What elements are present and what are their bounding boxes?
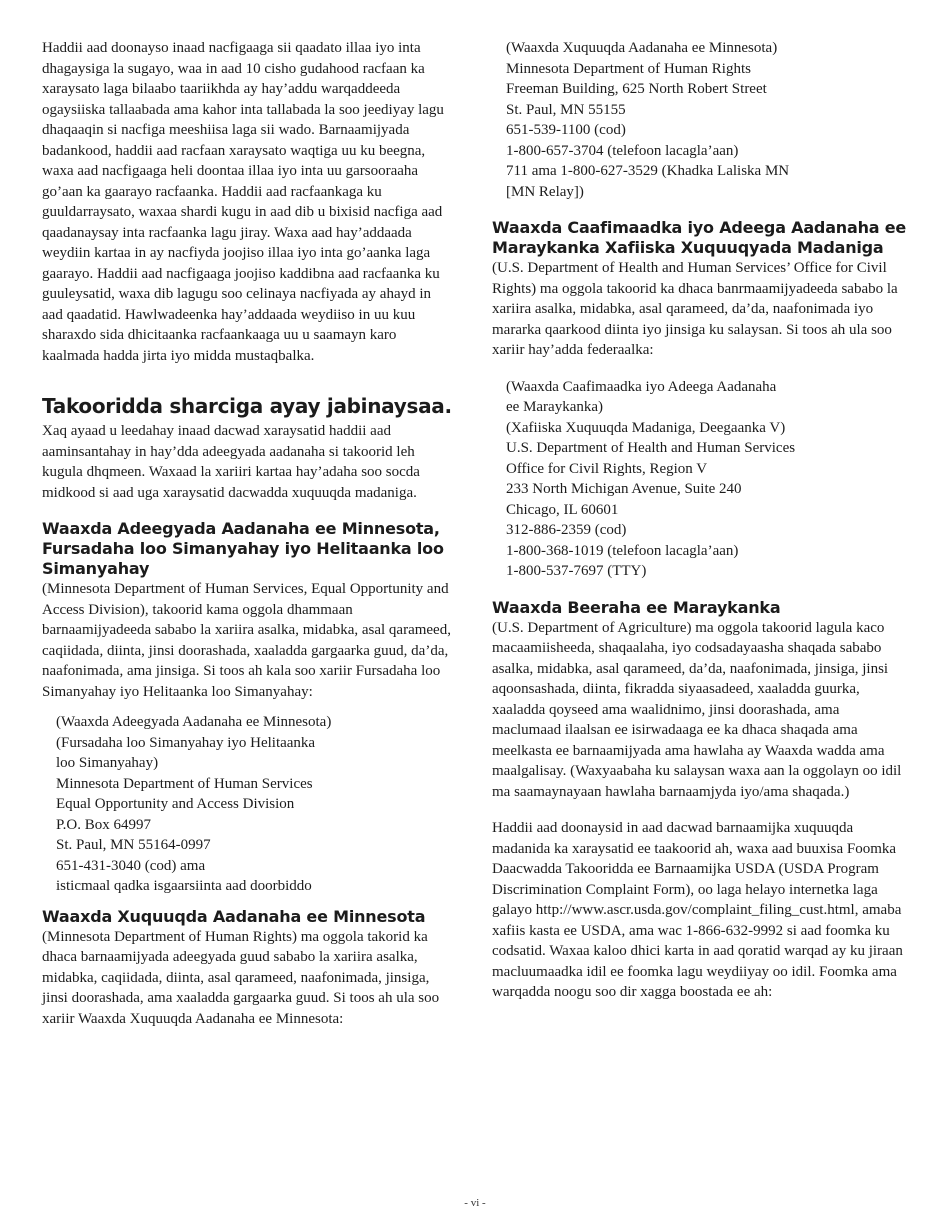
- mdhr-body: (Minnesota Department of Human Rights) ma oggola takorid ka dhaca barnaamijyada adeegyada guud sababo la xariira asalka, midabka, caqiidada, diinta, asal qarameed, naafonimada, jinsiga, jinsi doorashada, ama xaaladda gargaarka guud. Si toos ah ula soo xariir Waaxda Xuquuqda Aadanaha ee Minnesota:: [42, 928, 440, 1027]
- section-intro-paragraph: Xaq ayaad u leedahay inaad dacwad xaraysatid haddii aad aaminsantahay in hay’dda adeegyada aadanaha si takoorid leh kugula dhqmeen. Waxaad la xariiri kartaa hay’adaha soo socda midkood si aad uga xaraysatid dacwadda xuquuqda madaniga.: [42, 423, 420, 501]
- mdhr-address: (Waaxda Xuquuqda Aadanaha ee Minnesota) Minnesota Department of Human Rights Freeman Building, 625 North Robert Street St. Paul, MN 55155 651-539-1100 (cod) 1-800-657-3704 (telefoon lacagla’aan) 711 ama 1-800-627-3529 (Khadka Laliska MN [MN Relay]): [506, 40, 790, 200]
- usda-heading: Waaxda Beeraha ee Maraykanka: [492, 597, 781, 617]
- page-number: - vi -: [464, 1197, 486, 1209]
- dhs-heading: Waaxda Adeegyada Aadanaha ee Minnesota, Fursadaha loo Simanyahay iyo Helitaanka loo Simanyahay: [42, 519, 444, 578]
- usda-body: (U.S. Department of Agriculture) ma oggola takoorid lagula kaco macaamiisheeda, shaqaalaha, iyo codsadayaasha shaqada sababo asalka, midabka, asal qarameed, da’da, naafonimada, jinsiga, jinsi aqoonsashada, diinta, fikradda siyaasadeed, xaaladda guurka, xaaladda qoyseed ama waalidnimo, jinsi doorashada, ama maclumaad ilaalsan ee isirwadaaga ee ka dhaca shaqada ama meelkasta ee barnaamijyada ama hawlaha ay Waaxda wadda ama maalgalisay. (Waxyaabaha ku salaysan waxa aan la oggolayn oo idil ma saamaynayaan hawlaha barnaamjyda iyo/ama shaqada.): [492, 619, 902, 800]
- hhs-body: (U.S. Department of Health and Human Services’ Office for Civil Rights) ma oggola takoorid ka dhaca banrmaamijyadeeda sababo la xariira asalka, midabka, asal qarameed, da’da, naafonimada iyo mararka qaarkood diinta iyo jinsiga ku salaysan. Si toos ah ula soo xariir hay’adda federaalka:: [492, 260, 898, 358]
- hhs-address: (Waaxda Caafimaadka iyo Adeega Aadanaha ee Maraykanka) (Xafiiska Xuquuqda Madaniga, Deegaanka V) U.S. Department of Health and Human Services Office for Civil Rights, Region V 233 North Michigan Avenue, Suite 240 Chicago, IL 60601 312-886-2359 (cod) 1-800-368-1019 (telefoon lacagla’aan) 1-800-537-7697 (TTY): [506, 378, 796, 579]
- dhs-address: (Waaxda Adeegyada Aadanaha ee Minnesota) (Fursadaha loo Simanyahay iyo Helitaanka loo Simanyahay) Minnesota Department of Human Services Equal Opportunity and Access Division P.O. Box 64997 St. Paul, MN 55164-0997 651-431-3040 (cod) ama isticmaal qadka isgaarsiinta aad doorbiddo: [56, 714, 332, 894]
- section-title: Takooridda sharciga ayay jabinaysaa.: [42, 394, 452, 418]
- hhs-heading: Waaxda Caafimaadka iyo Adeega Aadanaha ee Maraykanka Xafiiska Xuquuqyada Madaniga: [492, 218, 907, 257]
- right-column: [492, 38, 912, 1003]
- appeal-benefits-paragraph: Haddii aad doonayso inaad nacfigaaga sii qaadato illaa iyo inta dhagaysiga la sugayo, waa in aad 10 cisho gudahood racfaan ka xaraysato laga bilaabo taariikhda ay hay’addu warqaddeeda ogaysiiska tallaabada ama kahor inta tallabada la soo jeediyay lagu dhaqaaqin si nacfiga meeshiisa laga sii wado. Barnaamijyada badankood, haddii aad racfaan xaraysato waqtiga uu ku beegna, waxa aad nacfigaaga heli doontaa illaa iyo inta uu garsooraaha go’aan ka gaarayo racfaanka. Haddii aad racfaankaga ku guuldarraysato, waxaa shardi kugu in aad dib u bixisid nacfiga aad qaadanaysay inta racfaanka lagu jiray. Waxa aad hay’addaada weydiin kartaa in ay nacfiyda joojiso illaa iyo inta go’aanka laga gaarayo. Haddii aad nacfigaaga joojiso kaddibna aad racfaanka ku guuleysatid, waxa dib lagugu soo celinaya nacfiyada ay ahayd in aad qaadatid. Hawlwadeenka hay’addaada weydiiso in uu kuu sharaxdo sida dhicitaanka racfaankaaga uu u saamayn karo kaalmada hadda jirta iyo midda mustaqbalka.: [42, 40, 444, 364]
- left-column: [42, 38, 452, 1029]
- dhs-body: (Minnesota Department of Human Services, Equal Opportunity and Access Division), takoorid kama oggola dhammaan barnaamijyadeeda sababo la xariira asalka, midabka, asal qarameed, caqiidada, diinta, jinsi doorashada, xaaladda gargaarka guud, da’da, naafonimada, ama jinsiga. Si toos ah kala soo xariir Fursadaha loo Simanyahay iyo Helitaanka loo Simanyahay:: [42, 581, 451, 700]
- mdhr-heading: Waaxda Xuquuqda Aadanaha ee Minnesota: [42, 906, 426, 926]
- usda-complaint-paragraph: Haddii aad doonaysid in aad dacwad barnaamijka xuquuqda madanida ka xaraysatid ee taakoorid ah, waxa aad buuxisa Foomka Daacwadda Takooridda ee Barnaamijka USDA (USDA Program Discrimination Complaint Form), oo laga helayo internetka laga galayo http://www.ascr.usda.gov/complaint_filing_cust.html, amaba xafiis kasta ee USDA, ama wac 1-866-632-9992 si aad foomka ku codsatid. Waxaa kaloo dhici karta in aad qoratid warqad ay ku jiraan macluumaadka idil ee foomka lagu weydiiyay oo idil. Foomka ama warqadda noogu soo dir xagga boostada ee ah:: [492, 820, 903, 1000]
